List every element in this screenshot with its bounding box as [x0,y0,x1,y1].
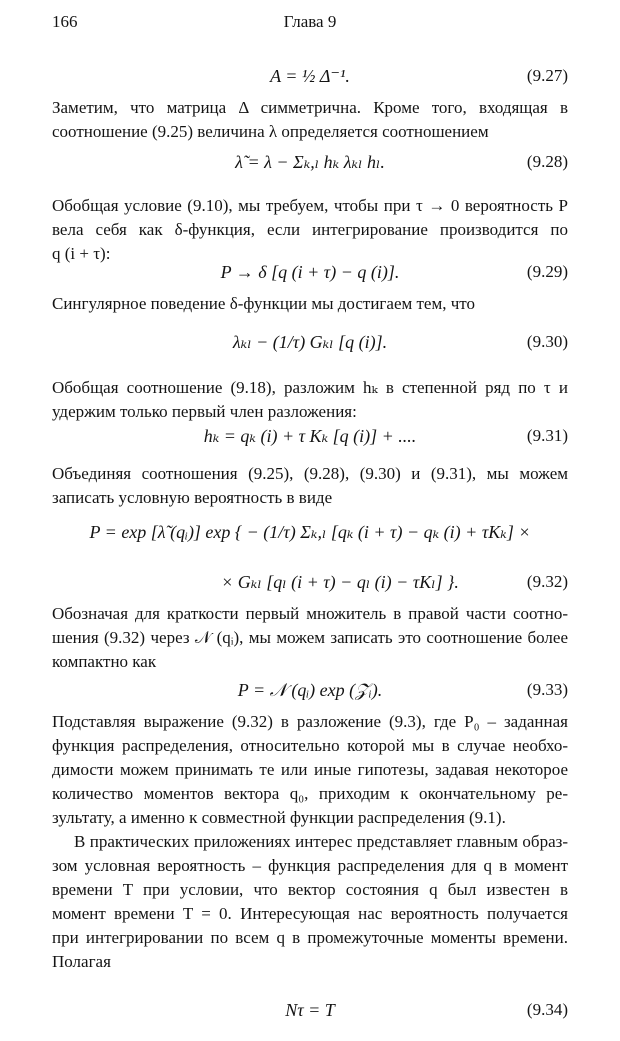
text-line: зультату, а именно к совместной функции распределения (9.1). [52,808,506,827]
equation-formula: P → δ [q (i + τ) − q (i)]. [220,262,400,282]
page-number: 166 [52,12,78,31]
text-line: Объединяя соотношения (9.25), (9.28), (9.30) и (9.31), мы можем [52,464,568,483]
equation-number: (9.28) [526,152,568,171]
equation-formula: λₖₗ − (1/τ) Gₖₗ [q (i)]. [232,332,388,352]
equation-number: (9.30) [526,332,568,351]
text-line: димости можем принимать те или иные гипотезы, задавая некоторое [52,760,568,779]
text-line: Обобщая соотношение (9.18), разложим hₖ в степенной ряд по τ и [52,378,568,397]
text-line: времени T при условии, что вектор состояния q был известен в [52,880,568,899]
equation-formula: A = ½ Δ⁻¹. [270,66,350,86]
paragraph-3 [52,292,568,316]
equation-number: (9.31) [526,426,568,445]
equation-formula: P = 𝒩 (qᵢ) exp (𝒵ᵢ). [237,680,383,700]
text-line: Обобщая условие (9.10), мы требуем, чтобы при τ → 0 вероятность P [52,196,568,215]
equation-formula: × Gₖₗ [qₗ (i + τ) − qₗ (i) − τKₗ] }. [221,572,459,592]
text-line: момент времени T = 0. Интересующая нас вероятность получается [52,904,568,923]
text-line: соотношение (9.25) величина λ определяется соотношением [52,122,489,141]
equation-number: (9.32) [526,572,568,591]
text-line: записать условную вероятность в виде [52,488,333,507]
text-line: при интегрировании по всем q в промежуточные моменты времени. [52,928,568,947]
paragraph-8 [52,830,568,974]
text-line: удержим только первый член разложения: [52,402,357,421]
text-line: q (i + τ): [52,244,111,263]
text-line: функция распределения, относительно которой мы в случае необхо- [52,736,568,755]
chapter-title: Глава 9 [283,12,337,31]
paragraph-1 [52,96,568,144]
text-line: Обозначая для краткости первый множитель в правой части соотно- [52,604,568,623]
equation-formula: Nτ = T [285,1000,335,1020]
text-line: компактно как [52,652,157,671]
paragraph-6 [52,602,568,674]
text-line: Заметим, что матрица Δ симметрична. Кроме того, входящая в [52,98,568,117]
equation-number: (9.34) [526,1000,568,1019]
text-line: количество моментов вектора q₀, приходим к окончательному ре- [52,784,568,803]
text-line: шения (9.32) через 𝒩 (qᵢ), мы можем записать это соотношение более [52,628,568,647]
text-line: Подставляя выражение (9.32) в разложение (9.3), где P₀ – заданная [52,712,568,731]
text-line: Полагая [52,952,111,971]
equation-number: (9.33) [526,680,568,699]
equation-formula: hₖ = qₖ (i) + τ Kₖ [q (i)] + .... [203,426,417,446]
text-line: Сингулярное поведение δ-функции мы достигаем тем, что [52,294,475,313]
equation-formula: λ̃ = λ − Σₖ,ₗ hₖ λₖₗ hₗ. [235,152,385,172]
equation-number: (9.27) [526,66,568,85]
text-line: зом условная вероятность – функция распределения для q в момент [52,856,568,875]
text-line: В практических приложениях интерес представляет главным образ- [74,832,568,851]
paragraph-5 [52,462,568,510]
equation-number: (9.29) [526,262,568,281]
paragraph-2 [52,194,568,266]
page-header [0,12,620,38]
equation-formula: P = exp [λ̃ (qᵢ)] exp { − (1/τ) Σₖ,ₗ [qₖ (i + τ) − qₖ (i) + τKₖ] × [89,522,531,542]
paragraph-7 [52,710,568,830]
paragraph-4 [52,376,568,424]
text-line: вела себя как δ-функция, если интегрирование производится по [52,220,568,239]
